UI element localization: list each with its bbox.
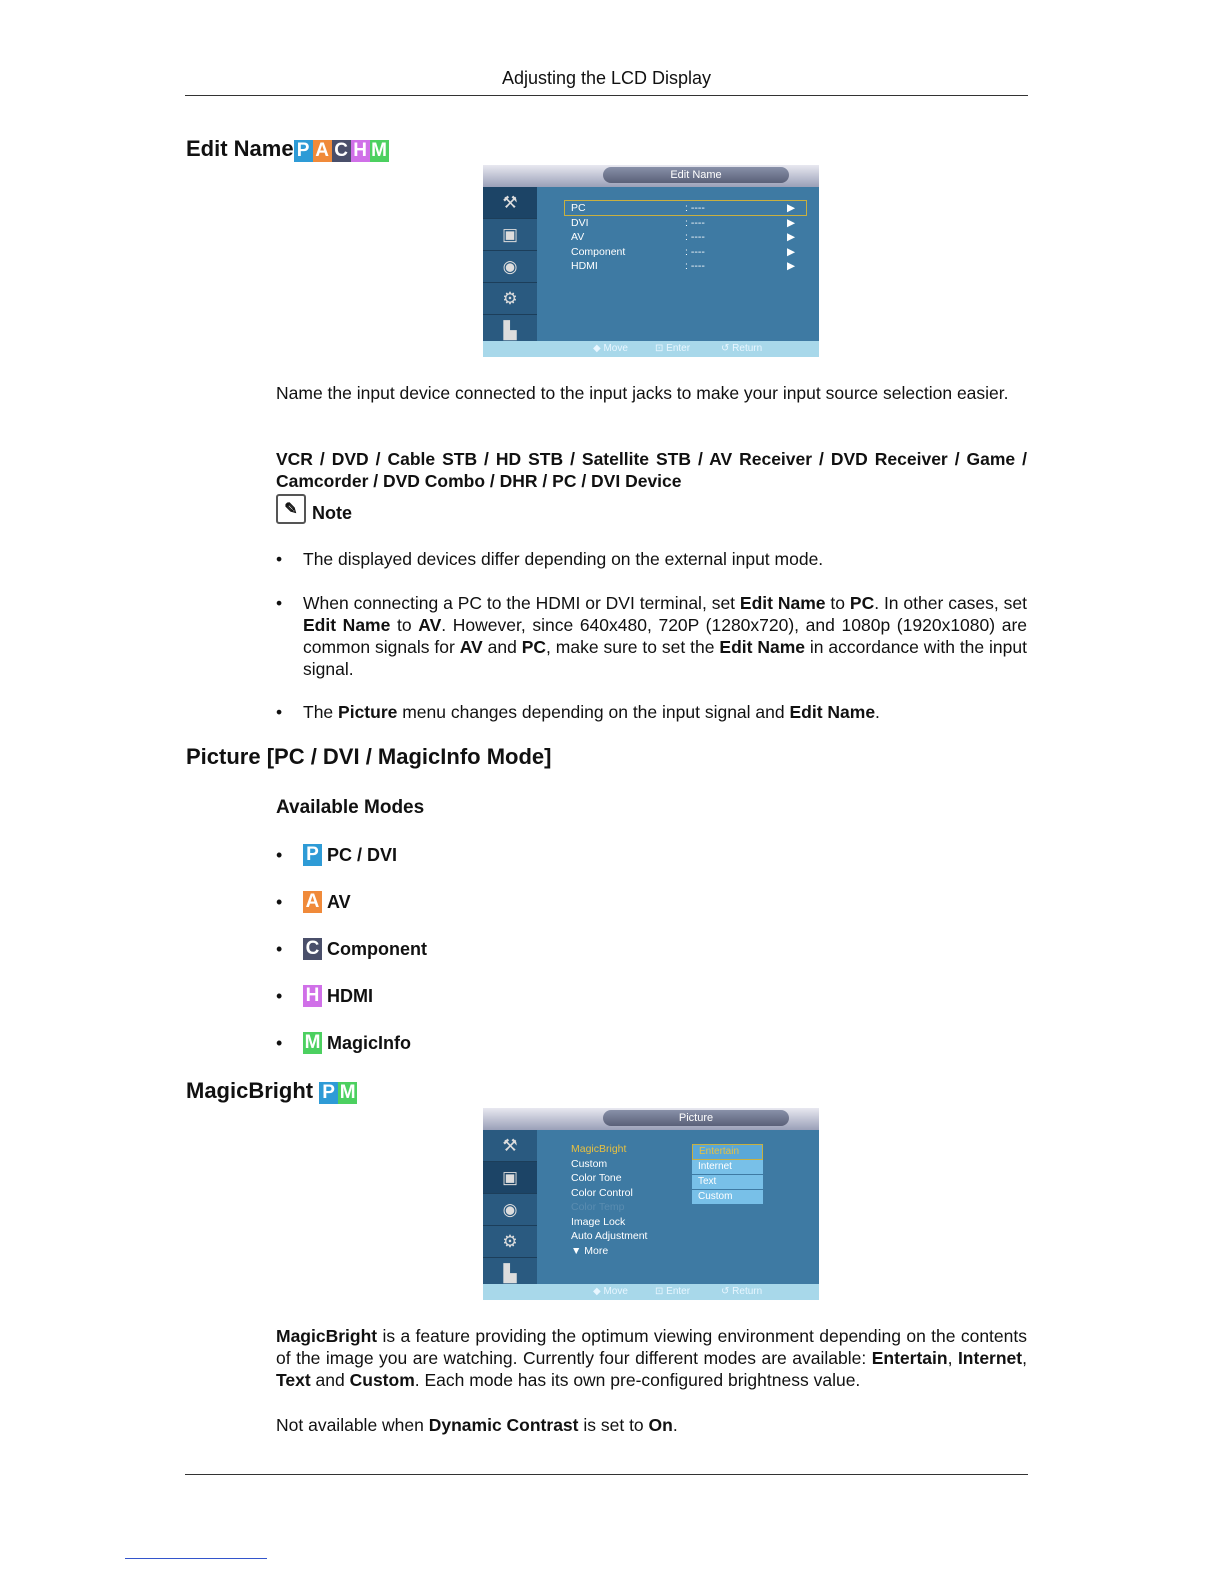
dropdown-option[interactable]: Text xyxy=(692,1175,763,1190)
osd-menu-item[interactable]: Color Control xyxy=(571,1186,633,1199)
osd-row-label[interactable]: AV xyxy=(571,231,585,243)
enter-hint: ⊡ Enter xyxy=(655,343,691,354)
return-hint: ↺ Return xyxy=(721,343,763,354)
page-header: Adjusting the LCD Display xyxy=(185,68,1028,96)
osd-menu-item[interactable]: MagicBright xyxy=(571,1143,627,1155)
section-title-edit-name xyxy=(186,136,389,162)
device-list: VCR / DVD / Cable STB / HD STB / Satellite STB / AV Receiver / DVD Receiver / Game / Camcorder / DVD Combo / DHR / PC / DVI Device xyxy=(276,449,1027,491)
move-hint: ◆ Move xyxy=(593,1286,628,1297)
input-icon: ⚒ xyxy=(483,1130,537,1162)
dropdown-option[interactable]: Custom xyxy=(692,1190,763,1205)
mode-item: • P PC / DVI xyxy=(276,844,398,865)
badge-H: H xyxy=(303,985,322,1007)
picture-icon: ▣ xyxy=(483,219,537,251)
badge-P: P xyxy=(319,1082,338,1104)
magicbright-description: MagicBright is a feature providing the optimum viewing environment depending on the contents of the image you are watching. Currently four different modes are available: Entertain, Internet, Text and Custom. Each mode has its own pre-configured brightness value. xyxy=(276,1326,1027,1390)
section-title-magicbright xyxy=(186,1078,357,1104)
osd-row-value: : ---- xyxy=(685,231,705,243)
osd-menu-item[interactable]: ▼ More xyxy=(571,1244,609,1257)
badge-A: A xyxy=(313,140,332,162)
osd-footer xyxy=(483,1284,819,1300)
osd-row-label[interactable]: HDMI xyxy=(571,260,598,272)
badge-M: M xyxy=(339,1082,356,1103)
move-hint: ◆ Move xyxy=(593,343,628,354)
dropdown-option[interactable]: Internet xyxy=(692,1160,763,1175)
return-hint: ↺ Return xyxy=(721,1286,763,1297)
osd-menu-item[interactable]: Color Temp xyxy=(571,1201,625,1213)
osd-edit-name xyxy=(483,165,819,357)
osd-row-value: : ---- xyxy=(685,260,705,272)
mode-badges xyxy=(294,136,389,162)
note-bullet: • The Picture menu changes depending on the input signal and Edit Name. xyxy=(276,702,880,722)
badge-P: P xyxy=(303,844,322,866)
multi-control-icon: ▙ xyxy=(483,1258,537,1290)
magicbright-note: Not available when Dynamic Contrast is set to On. xyxy=(276,1415,678,1435)
title-text: Edit Name xyxy=(186,136,294,161)
note-label: Note xyxy=(312,503,352,523)
note-icon: ✎ xyxy=(276,494,306,524)
enter-hint: ⊡ Enter xyxy=(655,1286,691,1297)
mode-item: • C Component xyxy=(276,938,427,959)
osd-footer xyxy=(483,341,819,357)
mode-item: • H HDMI xyxy=(276,985,373,1006)
osd-menu-item[interactable]: Auto Adjustment xyxy=(571,1230,648,1242)
osd-row-label[interactable]: DVI xyxy=(571,216,589,229)
footer-link-rule xyxy=(125,1558,267,1559)
note-bullet: • The displayed devices differ depending on the external input mode. xyxy=(276,549,824,569)
osd-picture xyxy=(483,1108,819,1300)
arrow-right-icon: ▶ xyxy=(787,202,796,214)
edit-name-description: Name the input device connected to the input jacks to make your input source selection easier. xyxy=(276,383,1009,403)
osd-row-value: : ---- xyxy=(685,245,705,258)
arrow-right-icon: ▶ xyxy=(787,216,796,229)
sound-icon: ◉ xyxy=(483,1194,537,1226)
osd-title: Picture xyxy=(603,1110,789,1126)
osd-row-label[interactable]: Component xyxy=(571,245,626,258)
available-modes-heading: Available Modes xyxy=(276,797,425,818)
badge-A: A xyxy=(303,891,322,913)
title-text: MagicBright xyxy=(186,1078,314,1103)
note-heading xyxy=(276,494,352,524)
osd-menu-item[interactable]: Custom xyxy=(571,1157,608,1170)
setup-icon: ⚙ xyxy=(483,283,537,315)
arrow-right-icon: ▶ xyxy=(787,260,796,272)
setup-icon: ⚙ xyxy=(483,1226,537,1258)
osd-title: Edit Name xyxy=(603,167,789,183)
osd-sidebar xyxy=(483,1130,537,1288)
note-bullet: • When connecting a PC to the HDMI or DVI terminal, set Edit Name to PC. In other cases, set Edit Name to AV. However, since 640x480, 720P (1280x720), and 1080p (1920x1080) are common signals for AV and PC, make sure to set the Edit Name in accordance with the input signal. xyxy=(276,593,1028,679)
mode-item: • M MagicInfo xyxy=(276,1032,411,1053)
osd-sidebar xyxy=(483,187,537,345)
osd-row-value: : ---- xyxy=(685,216,705,229)
badge-M: M xyxy=(304,1032,321,1053)
input-icon: ⚒ xyxy=(483,187,537,219)
arrow-right-icon: ▶ xyxy=(787,245,796,258)
magicbright-dropdown xyxy=(692,1144,763,1205)
badge-C: C xyxy=(303,938,322,960)
badge-H: H xyxy=(351,140,370,162)
dropdown-option[interactable]: Entertain xyxy=(692,1144,763,1160)
footer-rule xyxy=(185,1474,1028,1475)
sound-icon: ◉ xyxy=(483,251,537,283)
badge-P: P xyxy=(294,140,313,162)
picture-icon: ▣ xyxy=(483,1162,537,1194)
osd-menu-item[interactable]: Image Lock xyxy=(571,1215,626,1228)
osd-row-label[interactable]: PC xyxy=(571,202,586,214)
mode-item: • A AV xyxy=(276,891,351,912)
osd-menu-item[interactable]: Color Tone xyxy=(571,1172,622,1184)
osd-row-value: : ---- xyxy=(685,202,705,214)
section-title-picture: Picture [PC / DVI / MagicInfo Mode] xyxy=(186,744,552,769)
mode-badges xyxy=(319,1078,357,1104)
badge-M: M xyxy=(371,140,387,161)
badge-C: C xyxy=(332,140,351,162)
multi-control-icon: ▙ xyxy=(483,315,537,347)
arrow-right-icon: ▶ xyxy=(787,231,796,243)
